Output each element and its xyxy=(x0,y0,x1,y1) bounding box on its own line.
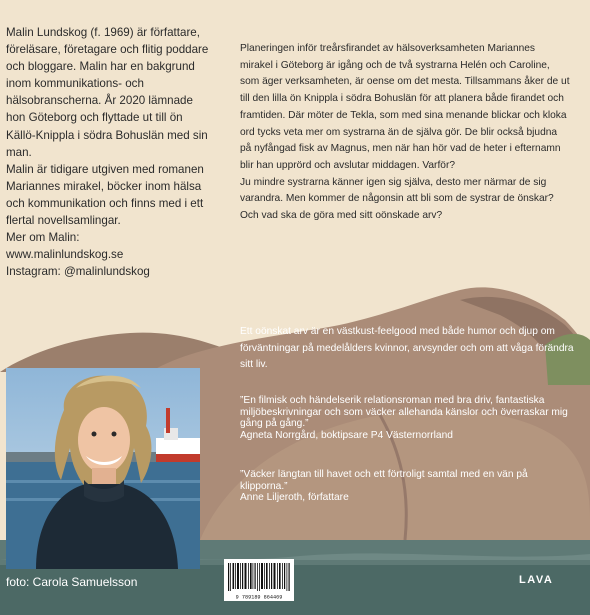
quote-text: ”Väcker längtan till havet och ett förtroligt samtal med en vän på klipporna.” xyxy=(240,469,528,492)
quote-text: ”En filmisk och händelserik relationsroman med bra driv, fantastiska miljöbeskrivningar och som väcker allehanda känslor och överraskar mig gång på gång.” xyxy=(240,395,568,430)
photo-credit: foto: Carola Samuelsson xyxy=(6,575,138,589)
author-bio xyxy=(6,24,211,280)
author-bio-works: Malin är tidigare utgiven med romanen Mariannes mirakel, böcker inom hälsa och kommunikation och finns med i ett flertal novellsamlingar. xyxy=(6,162,204,228)
review-quote-2 xyxy=(240,469,570,504)
author-bio-intro: Malin Lundskog (f. 1969) är författare, föreläsare, företagare och flitig poddare och bloggare. Malin har en bakgrund inom kommunikations- och hälsobranscherna. År 2020 lämnade hon Göteborg och flyttade ut till ön Källö-Knippla i södra Bohuslän med sin man. xyxy=(6,26,209,159)
author-more-label: Mer om Malin: xyxy=(6,231,80,245)
quote-attribution: Anne Liljeroth, författare xyxy=(240,492,349,504)
synopsis-paragraph-1: Planeringen inför treårsfirandet av hälsoverksamheten Mariannes mirakel i Göteborg är igång och de två systrarna Helén och Caroline, som äger verksamheten, är oense om det mesta. Tillsammans åker de ut till den lilla ön Knippla i södra Bohuslän för att planera både firandet och framtiden. Där möter de Tekla, som med sina menande blickar och kloka ord tycks veta mer om systrarna än de själva gör. De blir också bjudna på nyfångad fisk av Magnus, men när han hör vad de heter i efternamn blir han upprörd och avslutar middagen. Varför? xyxy=(240,43,570,171)
author-website: www.malinlundskog.se xyxy=(6,248,124,262)
tagline: Ett oönskat arv är en västkust-feelgood med både humor och djup om förväntningar på medelålders kvinnor, arvsynder och om att våga förändra sitt liv. xyxy=(240,326,574,371)
author-photo xyxy=(6,368,200,569)
quote-attribution: Agneta Norrgård, boktipsare P4 Västernorrland xyxy=(240,429,453,441)
author-instagram: Instagram: @malinlundskog xyxy=(6,265,150,279)
synopsis-paragraph-2: Ju mindre systrarna känner igen sig själva, desto mer närmar de sig varandra. Men kommer de någonsin att bli som de systrar de önskar? Och vad ska de göra med sitt oönskade arv? xyxy=(240,176,554,222)
isbn-barcode xyxy=(224,559,294,601)
publisher-logo: LAVA xyxy=(519,574,554,586)
synopsis xyxy=(240,41,570,225)
review-quote-1 xyxy=(240,395,570,441)
barcode-number: 9 789189 864469 xyxy=(235,594,283,601)
